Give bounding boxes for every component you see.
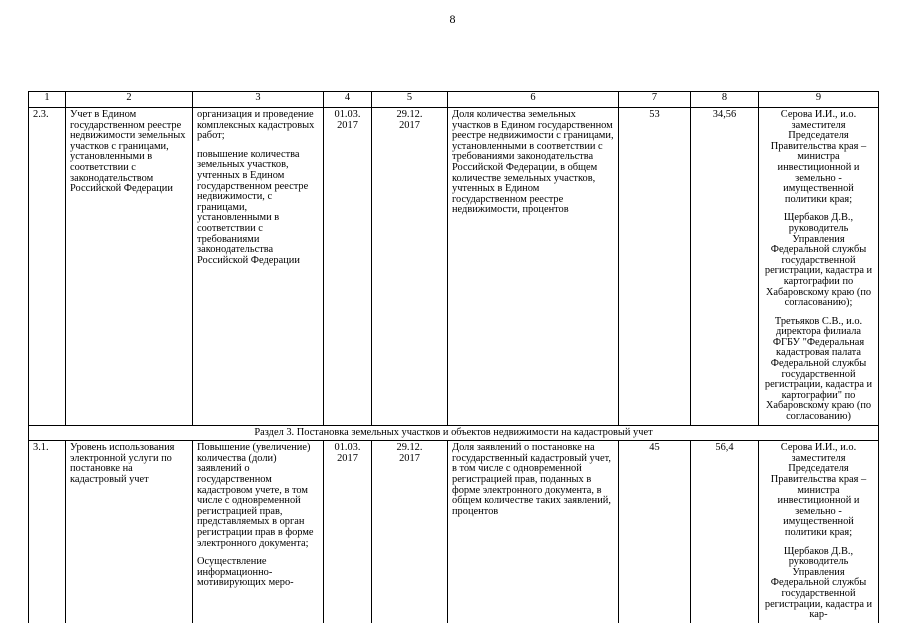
indicator-cell: Доля количества земельных участков в Едином государственном реестре недвижимости с границами, установленными в соответствии с требованиями законодательства Российской Федерации, в общем количестве земельных участков, учтенных в Едином государственном реестре недвижимости, процентов (448, 108, 619, 426)
end-date: 29.12. 2017 (372, 441, 448, 623)
measure-item: Осуществление информационно-мотивирующих меро- (197, 556, 294, 589)
value-col7: 53 (619, 108, 691, 426)
col-header: 9 (759, 92, 879, 108)
measures-cell (193, 441, 324, 623)
col-header: 3 (193, 92, 324, 108)
measure-item: Повышение (увеличение) количества (доли) заявлений о государственном кадастровом учете, в том числе с одновременной регистрацией прав, представляемых в орган регистрации прав в форме электронного документа; (197, 442, 314, 549)
table-row (29, 108, 879, 426)
col-header: 5 (372, 92, 448, 108)
responsible-cell (759, 108, 879, 426)
page-number: 8 (449, 12, 456, 26)
column-number-row (29, 92, 879, 108)
value-col7: 45 (619, 441, 691, 623)
col-header: 6 (448, 92, 619, 108)
row-number: 2.3. (29, 108, 66, 426)
section-title: Раздел 3. Постановка земельных участков и объектов недвижимости на кадастровый учет (29, 425, 879, 441)
responsible-cell (759, 441, 879, 623)
value-col8: 34,56 (691, 108, 759, 426)
event-name: Учет в Едином государственном реестре недвижимости земельных участков с границами, установленными в соответствии с законодательством Российской Федерации (66, 108, 193, 426)
measure-item: повышение количества земельных участков, учтенных в Едином государственном реестре недвижимости, с границами, установленными в соответствии с требованиями законодательства Российской Федерации (197, 148, 309, 266)
measures-cell (193, 108, 324, 426)
responsible-item: Серова И.И., и.о. заместителя Председателя Правительства края – министра инвестиционной и земельно - имущественной политики края; (770, 442, 867, 538)
responsible-item: Щербаков Д.В., руководитель Управления Федеральной службы государственной регистрации, кадастра и картографии по Хабаровскому краю (по согласованию); (764, 212, 873, 309)
col-header: 8 (691, 92, 759, 108)
measure-item: организация и проведение комплексных кадастровых работ; (197, 109, 315, 142)
row-number: 3.1. (29, 441, 66, 623)
section-row (29, 425, 879, 441)
plan-table (28, 91, 879, 623)
event-name: Уровень использования электронной услуги по постановке на кадастровый учет (66, 441, 193, 623)
start-date: 01.03. 2017 (324, 108, 372, 426)
responsible-item: Третьяков С.В., и.о. директора филиала ФГБУ "Федеральная кадастровая палата Федеральной службы государственной регистрации, кадастра и картографии" по Хабаровскому краю (по согласованию) (764, 315, 873, 423)
col-header: 4 (324, 92, 372, 108)
responsible-item: Серова И.И., и.о. заместителя Председателя Правительства края – министра инвестиционной и земельно - имущественной политики края; (770, 109, 867, 205)
col-header: 1 (29, 92, 66, 108)
end-date: 29.12. 2017 (372, 108, 448, 426)
col-header: 2 (66, 92, 193, 108)
col-header: 7 (619, 92, 691, 108)
responsible-item: Щербаков Д.В., руководитель Управления Федеральной службы государственной регистрации, кадастра и кар- (764, 545, 873, 621)
value-col8: 56,4 (691, 441, 759, 623)
indicator-cell: Доля заявлений о постановке на государственный кадастровый учет, в том числе с одновременной регистрацией прав, поданных в форме электронного документа, в общем количестве таких заявлений, процентов (448, 441, 619, 623)
start-date: 01.03. 2017 (324, 441, 372, 623)
table-row (29, 441, 879, 623)
